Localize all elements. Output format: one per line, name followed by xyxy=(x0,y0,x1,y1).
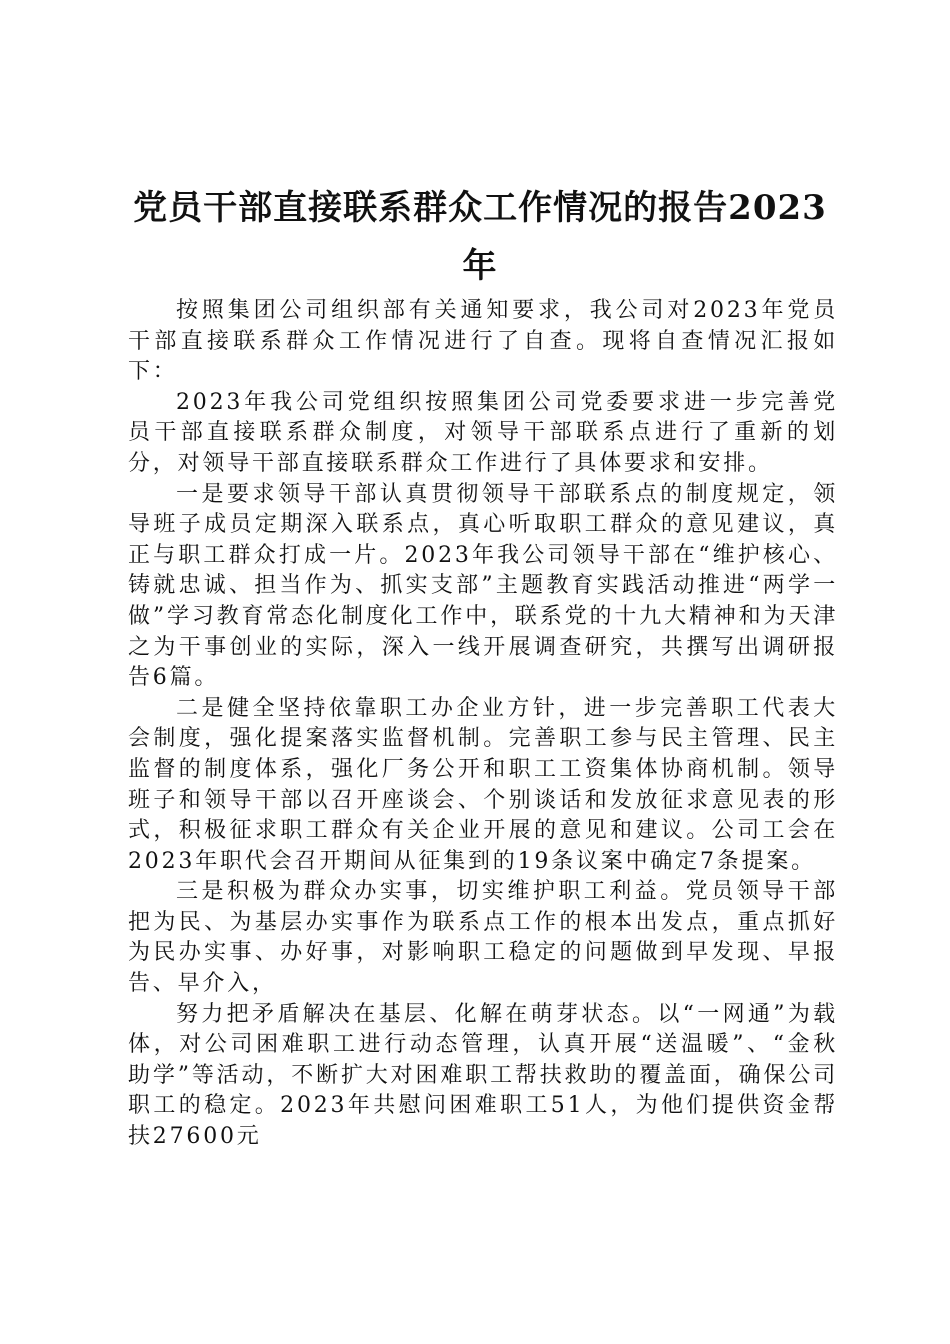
paragraph-point-three: 三是积极为群众办实事，切实维护职工利益。党员领导干部把为民、为基层办实事作为联系点工作的根本出发点，重点抓好为民办实事、办好事，对影响职工稳定的问题做到早发现、早报告、早介入， xyxy=(128,879,838,997)
paragraph-intro: 按照集团公司组织部有关通知要求，我公司对2023年党员干部直接联系群众工作情况进行了自查。现将自查情况汇报如下： xyxy=(128,298,838,385)
paragraph-continuation: 努力把矛盾解决在基层、化解在萌芽状态。以“一网通”为载体，对公司困难职工进行动态管理，认真开展“送温暖”、“金秋助学”等活动，不断扩大对困难职工帮扶救助的覆盖面，确保公司职工的稳定。2023年共慰问困难职工51人，为他们提供资金帮扶27600元 xyxy=(128,1001,838,1150)
paragraph-point-one: 一是要求领导干部认真贯彻领导干部联系点的制度规定，领导班子成员定期深入联系点，真心听取职工群众的意见建议，真正与职工群众打成一片。2023年我公司领导干部在“维护核心、铸就忠诚、担当作为、抓实支部”主题教育实践活动推进“两学一做”学习教育常态化制度化工作中，联系党的十九大精神和为天津之为干事创业的实际，深入一线开展调查研究，共撰写出调研报告6篇。 xyxy=(128,481,838,691)
document-title: 党员干部直接联系群众工作情况的报告2023年 xyxy=(133,187,827,286)
paragraph-point-two: 二是健全坚持依靠职工办企业方针，进一步完善职工代表大会制度，强化提案落实监督机制。完善职工参与民主管理、民主监督的制度体系，强化厂务公开和职工工资集体协商机制。领导班子和领导干部以召开座谈会、个别谈话和发放征求意见表的形式，积极征求职工群众有关企业开展的意见和建议。公司工会在2023年职代会召开期间从征集到的19条议案中确定7条提案。 xyxy=(128,695,838,874)
document-body xyxy=(128,296,838,1153)
paragraph-overview: 2023年我公司党组织按照集团公司党委要求进一步完善党员干部直接联系群众制度，对领导干部联系点进行了重新的划分，对领导干部直接联系群众工作进行了具体要求和安排。 xyxy=(128,389,838,476)
